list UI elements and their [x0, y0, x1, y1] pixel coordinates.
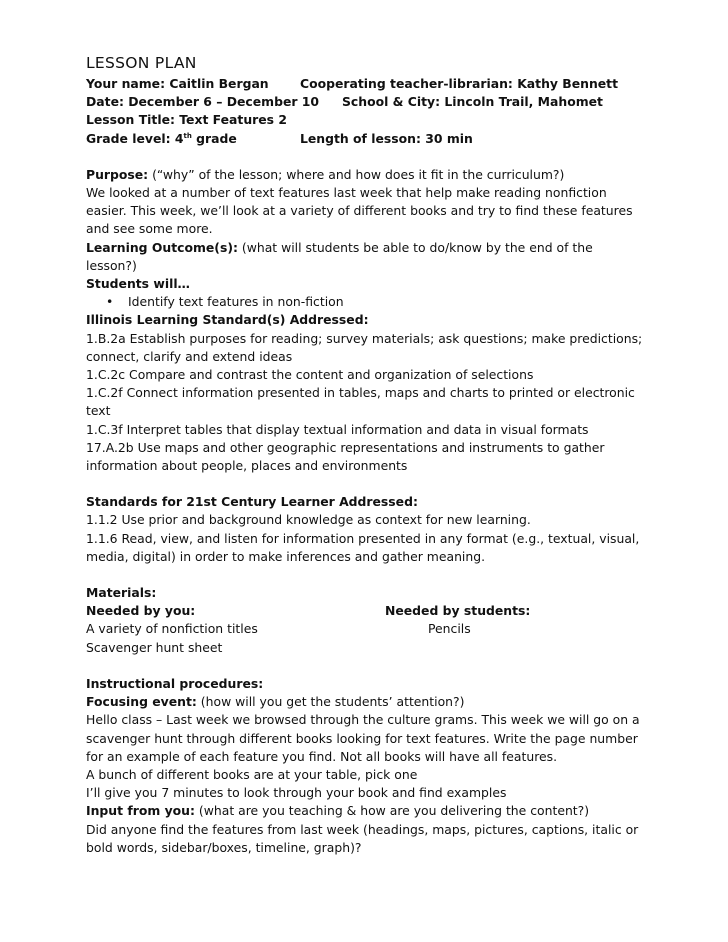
header-row-grade — [86, 130, 646, 148]
teacher-name: Your name: Caitlin Bergan — [86, 76, 269, 91]
material-you-item: A variety of nonfiction titles — [86, 621, 258, 637]
focus-text-2: A bunch of different books are at your table, pick one — [86, 766, 418, 782]
lesson-plan-page — [86, 52, 646, 857]
standards21-item: 1.1.2 Use prior and background knowledge as context for new learning. — [86, 512, 531, 528]
header-row-name — [86, 75, 646, 93]
lesson-dates: Date: December 6 – December 10 — [86, 94, 320, 110]
materials-row — [86, 620, 646, 638]
illinois-heading: Illinois Learning Standard(s) Addressed: — [86, 312, 369, 328]
purpose-text: We looked at a number of text features last week that help make reading nonfiction easier. This week, we’ll look at a variety of different books and try to find these features and see some more. — [86, 185, 633, 237]
input-heading: Input from you: (what are you teaching & how are you delivering the content?) — [86, 803, 590, 819]
lesson-length: Length of lesson: 30 min — [300, 130, 473, 146]
illinois-item: 1.C.2f Connect information presented in tables, maps and charts to printed or electronic text — [86, 385, 635, 419]
illinois-item: 17.A.2b Use maps and other geographic representations and instruments to gather information about people, places and environments — [86, 439, 605, 474]
standards21-item: 1.1.6 Read, view, and listen for information presented in any format (e.g., textual, visual, media, digital) in order to make inferences and gather meaning. — [86, 530, 640, 564]
cooperating-teacher: Cooperating teacher-librarian: Kathy Bennett — [300, 76, 619, 91]
illinois-item: 1.C.2c Compare and contrast the content and organization of selections — [86, 367, 534, 383]
school-city: School & City: Lincoln Trail, Mahomet — [342, 94, 603, 110]
material-student-item: Pencils — [428, 621, 471, 637]
materials-row — [86, 639, 646, 657]
page-title: LESSON PLAN — [86, 54, 197, 72]
focus-text-3: I’ll give you 7 minutes to look through your book and find examples — [86, 785, 507, 801]
materials-heading: Materials: — [86, 585, 157, 601]
standards21-heading: Standards for 21st Century Learner Addressed: — [86, 494, 418, 510]
material-you-item: Scavenger hunt sheet — [86, 639, 223, 655]
procedures-heading: Instructional procedures: — [86, 675, 264, 691]
illinois-item: 1.B.2a Establish purposes for reading; survey materials; ask questions; make predictions; connect, clarify and extend ideas — [86, 330, 643, 364]
focus-heading: Focusing event: (how will you get the students’ attention?) — [86, 694, 465, 710]
focus-text: Hello class – Last week we browsed through the culture grams. This week we will go on a scavenger hunt through different books looking for text features. Write the page number for an example of each feature you find. Not all books will have all features. — [86, 712, 640, 764]
purpose-heading: Purpose: (“why” of the lesson; where and how does it fit in the curriculum?) — [86, 166, 565, 182]
students-will: Students will… — [86, 276, 190, 292]
input-text: Did anyone find the features from last week (headings, maps, pictures, captions, italic or bold words, sidebar/boxes, timeline, graph)? — [86, 821, 639, 855]
header-row-date — [86, 93, 646, 111]
illinois-item: 1.C.3f Interpret tables that display textual information and data in visual formats — [86, 421, 589, 437]
outcome-bullet: • Identify text features in non-fiction — [106, 294, 344, 310]
materials-columns-header — [86, 602, 646, 620]
needed-by-students-label: Needed by students: — [385, 603, 531, 619]
outcome-heading: Learning Outcome(s): (what will students be able to do/know by the end of the lesson?) — [86, 239, 593, 273]
header-row-title — [86, 111, 646, 129]
grade-level: Grade level: 4th grade — [86, 130, 237, 146]
lesson-title: Lesson Title: Text Features 2 — [86, 112, 287, 128]
needed-by-you-label: Needed by you: — [86, 603, 196, 619]
